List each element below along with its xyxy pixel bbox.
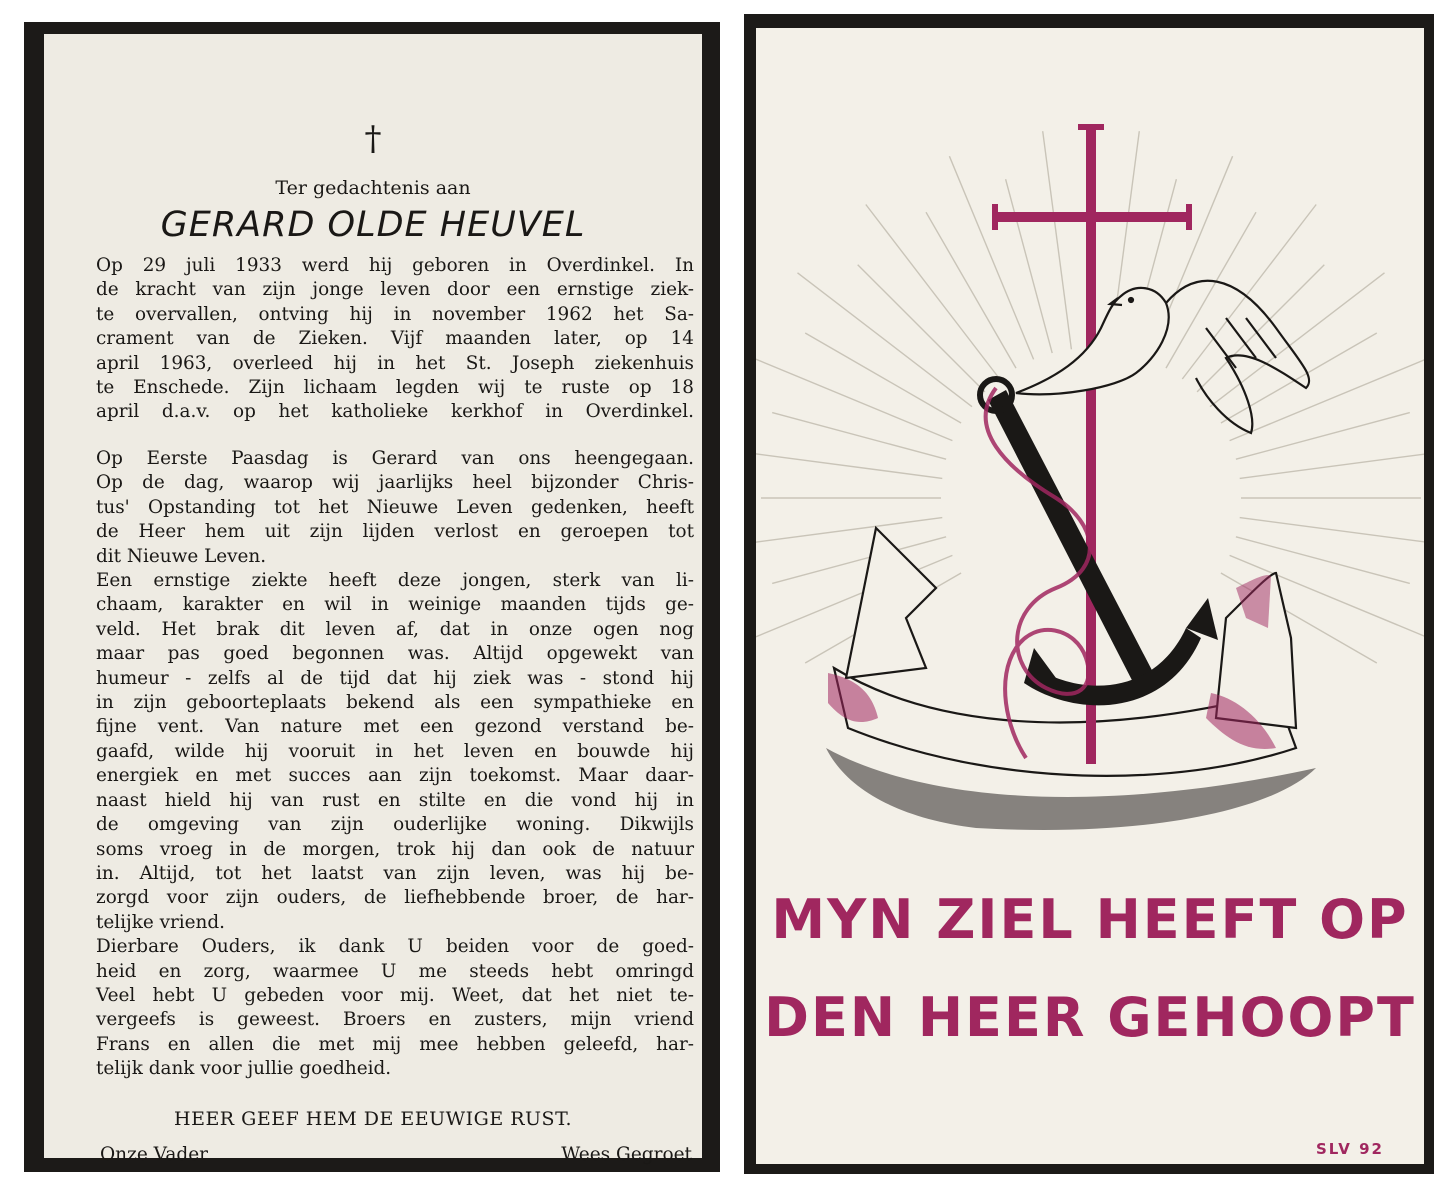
text-line: Een ernstige ziekte heeft deze jongen, sterk van li- [96, 570, 694, 592]
ray-line [1240, 518, 1424, 547]
biography-paragraph [96, 254, 694, 425]
text-line: veld. Het brak dit leven af, dat in onze ogen nog [96, 618, 694, 640]
text-line: telijk dank voor jullie goedheid. [96, 1058, 392, 1080]
text-line: crament van de Zieken. Vijf maanden later, op 14 [96, 328, 694, 350]
text-line: te Enschede. Zijn lichaam legden wij te ruste op 18 [96, 377, 694, 399]
text-line: Op 29 juli 1933 werd hij geboren in Overdinkel. In [96, 255, 694, 276]
text-line: chaam, karakter en wil in weinige maanden tijds ge- [96, 594, 694, 616]
text-line: te overvallen, ontving hij in november 1962 het Sa- [96, 303, 694, 325]
dove-icon [1016, 281, 1309, 433]
ray-line [772, 413, 946, 460]
deceased-name: GERARD OLDE HEUVEL [160, 205, 586, 245]
text-line: dit Nieuwe Leven. [96, 545, 267, 567]
memorial-card-image-side [744, 14, 1434, 1174]
ray-line [926, 212, 1016, 368]
text-line: april 1963, overleed hij in het St. Joseph ziekenhuis [96, 352, 694, 374]
text-line: de Heer hem uit zijn lijden verlost en geroepen tot [96, 521, 694, 543]
text-line: Op de dag, waarop wij jaarlijks heel bijzonder Chris- [96, 472, 694, 494]
motto-line-1: MYN ZIEL HEEFT OP [771, 888, 1409, 951]
anchor-icon [980, 379, 1218, 705]
text-line: in zijn geboorteplaats bekend als een sympathieke en [96, 692, 694, 714]
text-line: vergeefs is geweest. Broers en zusters, mijn vriend [96, 1009, 694, 1031]
text-line: naast hield hij van rust en stilte en die vond hij in [96, 789, 694, 811]
text-line: Frans en allen die met mij mee hebben geleefd, har- [96, 1033, 694, 1055]
text-line: de kracht van zijn jonge leven door een ernstige ziek- [96, 279, 694, 301]
memorial-text [96, 447, 694, 1082]
ray-line [1197, 265, 1324, 392]
memorial-card-text-side [24, 22, 720, 1172]
ray-line [1240, 450, 1424, 479]
text-line: heid en zorg, waarmee U me steeds hebt omringd [96, 960, 694, 982]
text-line: april d.a.v. op het katholieke kerkhof in Overdinkel. [96, 401, 694, 423]
ray-line [756, 518, 942, 547]
prayer-line: HEER GEEF HEM DE EEUWIGE RUST. [174, 1108, 572, 1130]
footer-prayer-right: Wees Gegroet [561, 1144, 692, 1165]
text-line: fijne vent. Van nature met een gezond verstand be- [96, 716, 694, 738]
text-line: de omgeving van zijn ouderlijke woning. Dikwijls [96, 814, 694, 836]
ray-line [1006, 179, 1053, 353]
ray-line [1043, 131, 1072, 349]
motto-line-2: DEN HEER GEHOOPT [764, 986, 1416, 1049]
text-line: Dierbare Ouders, ik dank U beiden voor de goed- [96, 936, 694, 958]
ray-line [756, 450, 942, 479]
text-line: soms vroeg in de morgen, trok hij dan ook de natuur [96, 838, 694, 860]
cross-icon: † [364, 119, 382, 159]
ray-line [858, 265, 985, 392]
ray-line [1221, 333, 1377, 423]
text-line: maar pas goed begonnen was. Altijd opgewekt van [96, 643, 694, 665]
text-line: tus' Opstanding tot het Nieuwe Leven gedenken, heeft [96, 496, 694, 518]
ray-line [805, 333, 961, 423]
text-line: energiek en met succes aan zijn toekomst. Maar daar- [96, 765, 694, 787]
footer-prayer-left: Onze Vader [100, 1144, 208, 1165]
text-line: humeur - zelfs al de tijd dat hij ziek was - stond hij [96, 667, 694, 689]
text-line: Veel hebt U gebeden voor mij. Weet, dat het niet te- [96, 984, 694, 1006]
printer-code: SLV 92 [1315, 1140, 1384, 1158]
card-paper [44, 34, 702, 1165]
intro-text: Ter gedachtenis aan [275, 177, 471, 199]
text-line: telijke vriend. [96, 911, 226, 933]
text-line: in. Altijd, tot het laatst van zijn leven, was hij be- [96, 862, 694, 884]
text-line: gaafd, wilde hij vooruit in het leven en bouwde hij [96, 740, 694, 762]
ribbon-banner [826, 528, 1316, 830]
text-line: zorgd voor zijn ouders, de liefhebbende broer, de har- [96, 887, 694, 909]
text-line: Op Eerste Paasdag is Gerard van ons heengegaan. [96, 448, 694, 469]
card-paper [756, 28, 1424, 1164]
ray-line [1236, 413, 1410, 460]
